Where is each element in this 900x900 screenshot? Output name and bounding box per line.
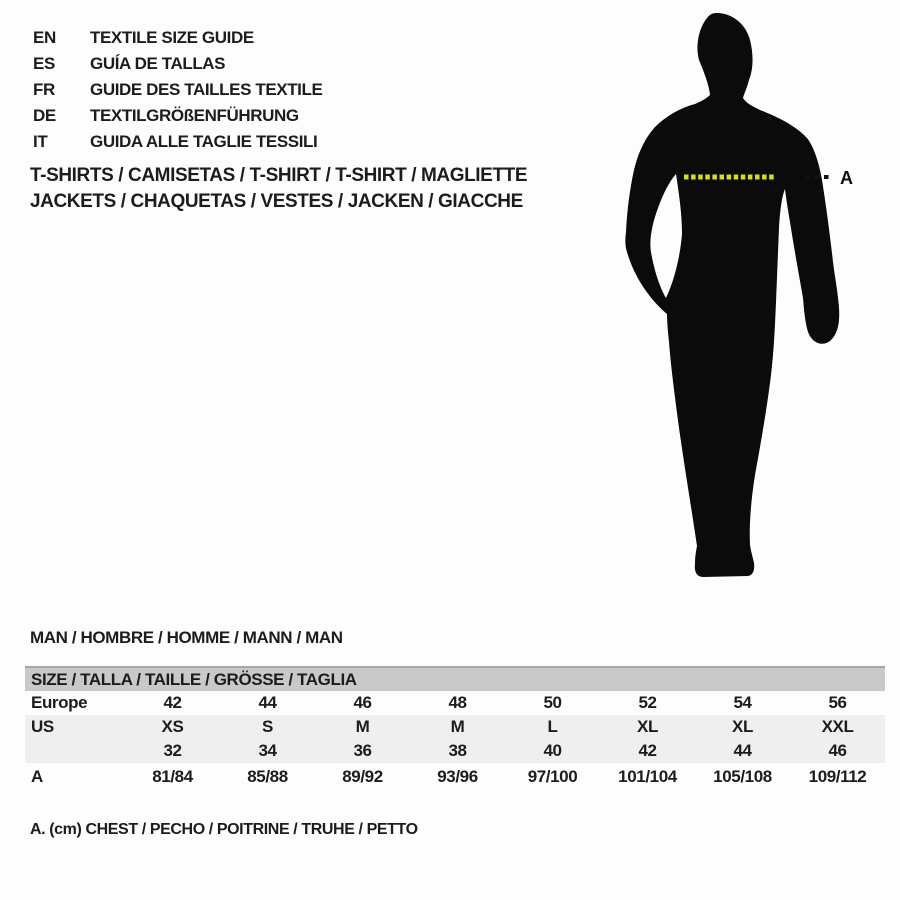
size-cell: XS	[161, 717, 184, 736]
size-cell: XL	[637, 717, 658, 736]
category-jackets: JACKETS / CHAQUETAS / VESTES / JACKEN / GIACCHE	[30, 191, 523, 212]
size-cell: 38	[448, 741, 467, 760]
language-row-en	[33, 25, 322, 51]
language-title: GUIDE DES TAILLES TEXTILE	[90, 80, 323, 99]
size-cell: 101/104	[618, 766, 677, 786]
row-label: Europe	[31, 693, 88, 712]
size-cell: M	[355, 717, 370, 736]
size-cell: 93/96	[437, 766, 478, 786]
language-code: FR	[33, 80, 55, 99]
size-cell: S	[262, 717, 273, 736]
size-cell: 97/100	[527, 766, 578, 786]
garment-categories	[30, 163, 527, 215]
row-label: US	[31, 717, 54, 736]
measure-label-a: A	[840, 168, 853, 188]
size-cell: 46	[353, 693, 372, 712]
size-row-numeric	[25, 739, 885, 763]
language-row-fr	[33, 77, 322, 103]
language-title-list	[33, 25, 322, 155]
row-label: A	[31, 766, 43, 786]
language-code: ES	[33, 54, 55, 73]
size-cell: 48	[448, 693, 467, 712]
man-silhouette-figure	[600, 0, 900, 600]
language-row-es	[33, 51, 322, 77]
chest-measure-footnote: A. (cm) CHEST / PECHO / POITRINE / TRUHE / PETTO	[30, 821, 418, 838]
language-title: TEXTILE SIZE GUIDE	[90, 28, 254, 47]
language-row-de	[33, 103, 322, 129]
size-table	[25, 666, 885, 790]
size-row-europe	[25, 691, 885, 715]
language-title: GUÍA DE TALLAS	[90, 54, 226, 73]
language-row-it	[33, 129, 322, 155]
size-cell: 42	[638, 741, 657, 760]
size-cell: 56	[828, 693, 847, 712]
size-cell: M	[450, 717, 465, 736]
size-row-chest-cm	[25, 763, 885, 790]
language-code: DE	[33, 106, 56, 125]
size-cell: 32	[163, 741, 182, 760]
size-cell: XXL	[821, 717, 854, 736]
language-title: TEXTILGRÖßENFÜHRUNG	[90, 106, 299, 125]
size-cell: 81/84	[152, 766, 193, 786]
size-cell: 36	[353, 741, 372, 760]
size-cell: 105/108	[713, 766, 772, 786]
size-cell: 46	[828, 741, 847, 760]
size-cell: 50	[543, 693, 562, 712]
size-row-us	[25, 715, 885, 739]
section-title-man: MAN / HOMBRE / HOMME / MANN / MAN	[30, 628, 343, 647]
size-cell: 44	[258, 693, 277, 712]
size-cell: L	[547, 717, 558, 736]
size-cell: 52	[638, 693, 657, 712]
language-code: IT	[33, 132, 48, 151]
category-tshirts: T-SHIRTS / CAMISETAS / T-SHIRT / T-SHIRT / MAGLIETTE	[30, 165, 528, 186]
size-cell: 34	[258, 741, 277, 760]
size-cell: 42	[163, 693, 182, 712]
language-code: EN	[33, 28, 56, 47]
size-cell: 44	[733, 741, 752, 760]
size-table-header: SIZE / TALLA / TAILLE / GRÖSSE / TAGLIA	[25, 666, 885, 691]
size-cell: 109/112	[808, 766, 867, 786]
size-cell: XL	[732, 717, 753, 736]
size-cell: 85/88	[247, 766, 288, 786]
size-cell: 89/92	[342, 766, 383, 786]
size-cell: 40	[543, 741, 562, 760]
size-cell: 54	[733, 693, 752, 712]
man-silhouette	[625, 13, 839, 577]
language-title: GUIDA ALLE TAGLIE TESSILI	[90, 132, 318, 151]
